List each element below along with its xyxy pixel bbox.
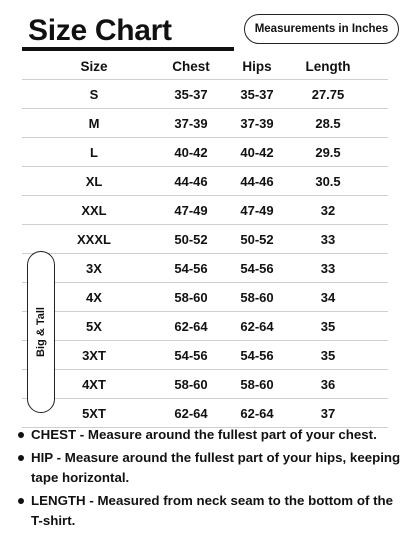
cell-chest: 44-46 <box>174 173 208 189</box>
table-row <box>22 399 388 428</box>
table-row <box>22 225 388 254</box>
cell-hips: 44-46 <box>240 173 274 189</box>
table-row <box>22 283 388 312</box>
cell-size: M <box>88 115 100 131</box>
cell-hips: 58-60 <box>240 376 274 392</box>
header-chest: Chest <box>172 58 210 74</box>
header-hips: Hips <box>242 58 272 74</box>
cell-hips: 35-37 <box>240 86 274 102</box>
measurement-notes <box>18 425 403 534</box>
header-size: Size <box>80 58 108 74</box>
cell-length: 33 <box>320 231 336 247</box>
cell-hips: 40-42 <box>240 144 274 160</box>
cell-size: 4XT <box>82 376 106 392</box>
cell-chest: 58-60 <box>174 289 208 305</box>
cell-length: 35 <box>320 347 336 363</box>
header-length: Length <box>305 58 351 74</box>
cell-size: S <box>89 86 99 102</box>
note-chest: CHEST - Measure around the fullest part of your chest. <box>18 425 403 445</box>
measurement-units-badge: Measurements in Inches <box>244 14 399 44</box>
cell-hips: 54-56 <box>240 347 274 363</box>
table-row <box>22 254 388 283</box>
cell-chest: 58-60 <box>174 376 208 392</box>
table-row <box>22 312 388 341</box>
cell-hips: 50-52 <box>240 231 274 247</box>
table-row <box>22 138 388 167</box>
title-underline <box>22 47 234 51</box>
note-length: LENGTH - Measured from neck seam to the bottom of the T-shirt. <box>18 491 403 531</box>
note-hip: HIP - Measure around the fullest part of your hips, keeping tape horizontal. <box>18 448 403 488</box>
cell-length: 37 <box>320 405 336 421</box>
cell-chest: 35-37 <box>174 86 208 102</box>
cell-size: L <box>90 144 98 160</box>
cell-length: 34 <box>320 289 336 305</box>
cell-hips: 54-56 <box>240 260 274 276</box>
table-row <box>22 109 388 138</box>
cell-size: XL <box>85 173 103 189</box>
cell-length: 28.5 <box>315 115 341 131</box>
cell-hips: 62-64 <box>240 405 274 421</box>
cell-length: 29.5 <box>315 144 341 160</box>
cell-chest: 47-49 <box>174 202 208 218</box>
cell-size: 5XT <box>82 405 106 421</box>
cell-length: 33 <box>320 260 336 276</box>
cell-size: 4X <box>86 289 102 305</box>
cell-chest: 54-56 <box>174 260 208 276</box>
cell-length: 32 <box>320 202 336 218</box>
cell-chest: 62-64 <box>174 318 208 334</box>
cell-chest: 40-42 <box>174 144 208 160</box>
cell-hips: 47-49 <box>240 202 274 218</box>
cell-chest: 62-64 <box>174 405 208 421</box>
cell-length: 27.75 <box>311 86 345 102</box>
cell-length: 36 <box>320 376 336 392</box>
cell-hips: 62-64 <box>240 318 274 334</box>
big-and-tall-label: Big & Tall <box>35 307 47 357</box>
big-and-tall-group-marker <box>27 251 55 413</box>
cell-size: 5X <box>86 318 102 334</box>
cell-length: 30.5 <box>315 173 341 189</box>
size-table <box>22 53 388 428</box>
cell-size: 3X <box>86 260 102 276</box>
cell-chest: 50-52 <box>174 231 208 247</box>
table-row <box>22 167 388 196</box>
table-row <box>22 370 388 399</box>
cell-chest: 37-39 <box>174 115 208 131</box>
table-header-row <box>22 53 388 80</box>
table-row <box>22 196 388 225</box>
cell-length: 35 <box>320 318 336 334</box>
page-title: Size Chart <box>28 14 172 47</box>
table-row <box>22 341 388 370</box>
table-row <box>22 80 388 109</box>
table-body <box>22 80 388 428</box>
cell-size: XXL <box>81 202 107 218</box>
cell-hips: 58-60 <box>240 289 274 305</box>
cell-size: XXXL <box>77 231 111 247</box>
cell-hips: 37-39 <box>240 115 274 131</box>
cell-chest: 54-56 <box>174 347 208 363</box>
cell-size: 3XT <box>82 347 106 363</box>
